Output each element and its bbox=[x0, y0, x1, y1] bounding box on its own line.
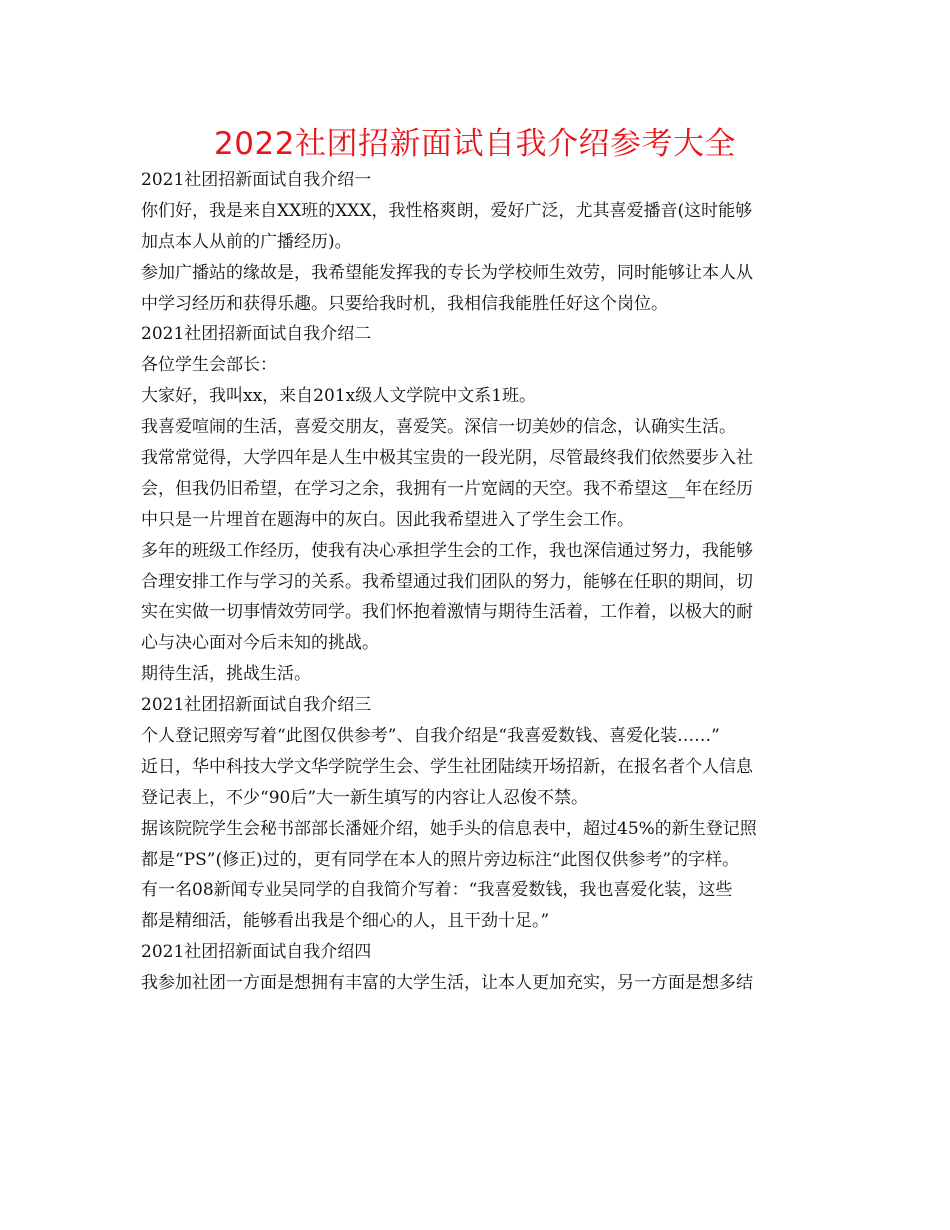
paragraph-line: 心与决心面对今后未知的挑战。 bbox=[141, 633, 379, 654]
paragraph-line: 各位学生会部长： bbox=[141, 355, 277, 376]
paragraph-line: 都是精细活，能够看出我是个细心的人，且干劲十足。” bbox=[141, 911, 550, 932]
paragraph-line: 参加广播站的缘故是，我希望能发挥我的专长为学校师生效劳，同时能够让本人从 bbox=[141, 262, 753, 283]
paragraph-line: 据该院院学生会秘书部部长潘娅介绍，她手头的信息表中，超过45%的新生登记照 bbox=[141, 818, 757, 839]
paragraph-line: 多年的班级工作经历，使我有决心承担学生会的工作，我也深信通过努力，我能够 bbox=[141, 540, 753, 561]
paragraph-line: 加点本人从前的广播经历)。 bbox=[141, 231, 352, 252]
paragraph-line: 期待生活，挑战生活。 bbox=[141, 664, 311, 685]
paragraph-line: 有一名08新闻专业吴同学的自我简介写着：“我喜爱数钱，我也喜爱化装，这些 bbox=[141, 880, 733, 901]
paragraph-line: 登记表上，不少“90后”大一新生填写的内容让人忍俊不禁。 bbox=[141, 787, 589, 808]
paragraph-line: 会，但我仍旧希望，在学习之余，我拥有一片宽阔的天空。我不希望这__年在经历 bbox=[141, 478, 753, 499]
section-heading-1: 2021社团招新面试自我介绍一 bbox=[141, 170, 372, 190]
section-heading-2: 2021社团招新面试自我介绍二 bbox=[141, 324, 372, 345]
section-heading-4: 2021社团招新面试自我介绍四 bbox=[141, 942, 372, 963]
paragraph-line: 你们好，我是来自XX班的XXX，我性格爽朗，爱好广泛，尤其喜爱播音(这时能够 bbox=[141, 200, 753, 221]
paragraph-line: 我参加社团一方面是想拥有丰富的大学生活，让本人更加充实，另一方面是想多结 bbox=[141, 973, 753, 994]
paragraph-line: 实在实做一切事情效劳同学。我们怀抱着激情与期待生活着，工作着，以极大的耐 bbox=[141, 602, 753, 623]
paragraph-line: 大家好，我叫xx，来自201x级人文学院中文系1班。 bbox=[141, 386, 537, 407]
document-title: 2022社团招新面试自我介绍参考大全 bbox=[214, 126, 736, 162]
paragraph-line: 近日，华中科技大学文华学院学生会、学生社团陆续开场招新，在报名者个人信息 bbox=[141, 756, 753, 777]
paragraph-line: 我喜爱喧闹的生活，喜爱交朋友，喜爱笑。深信一切美妙的信念，认确实生活。 bbox=[141, 417, 736, 438]
paragraph-line: 个人登记照旁写着“此图仅供参考”、自我介绍是“我喜爱数钱、喜爱化装……” bbox=[141, 726, 720, 747]
paragraph-line: 我常常觉得，大学四年是人生中极其宝贵的一段光阴，尽管最终我们依然要步入社 bbox=[141, 448, 753, 469]
section-heading-3: 2021社团招新面试自我介绍三 bbox=[141, 695, 372, 716]
paragraph-line: 都是“PS”(修正)过的，更有同学在本人的照片旁边标注“此图仅供参考”的字样。 bbox=[141, 849, 740, 870]
paragraph-line: 中学习经历和获得乐趣。只要给我时机，我相信我能胜任好这个岗位。 bbox=[141, 293, 668, 314]
document-body bbox=[141, 165, 821, 999]
paragraph-line: 中只是一片埋首在题海中的灰白。因此我希望进入了学生会工作。 bbox=[141, 509, 634, 530]
paragraph-line: 合理安排工作与学习的关系。我希望通过我们团队的努力，能够在任职的期间，切 bbox=[141, 571, 753, 592]
